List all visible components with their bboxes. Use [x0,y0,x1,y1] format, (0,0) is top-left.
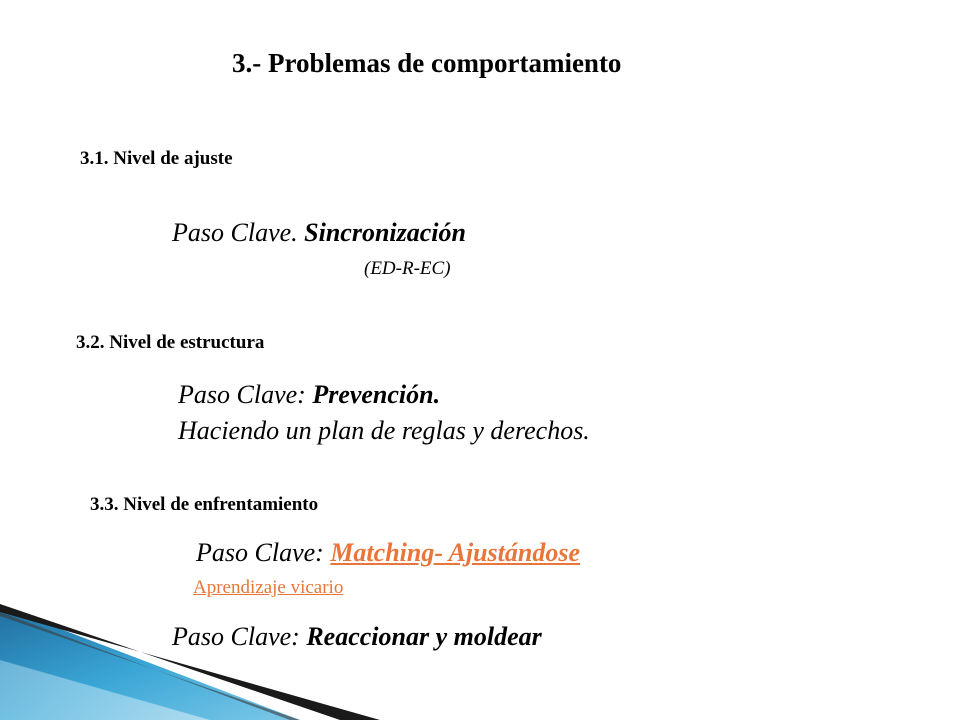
step-prevencion [178,380,440,410]
step-sincronizacion [172,218,466,248]
step-note: (ED-R-EC) [364,258,451,279]
section-heading-ajuste: 3.1. Nivel de ajuste [80,148,233,169]
section-heading-estructura: 3.2. Nivel de estructura [76,332,265,353]
step-matching [196,538,580,568]
step-keyword: Reaccionar y moldear [306,622,542,651]
slide-title: 3.- Problemas de comportamiento [232,48,622,78]
step-prefix: Paso Clave. [172,218,305,247]
step-prefix: Paso Clave: [172,622,307,651]
step-prefix: Paso Clave: [178,380,313,409]
step-keyword: Prevención. [312,380,441,409]
step-keyword: Sincronización [304,218,466,247]
section-heading-enfrentamiento: 3.3. Nivel de enfrentamiento [90,494,319,515]
aprendizaje-vicario-link[interactable]: Aprendizaje vicario [193,577,344,598]
step-detail: Haciendo un plan de reglas y derechos. [178,416,590,445]
step-reaccionar [172,622,542,652]
matching-link[interactable]: Matching- Ajustándose [330,538,581,567]
step-prefix: Paso Clave: [196,538,331,567]
